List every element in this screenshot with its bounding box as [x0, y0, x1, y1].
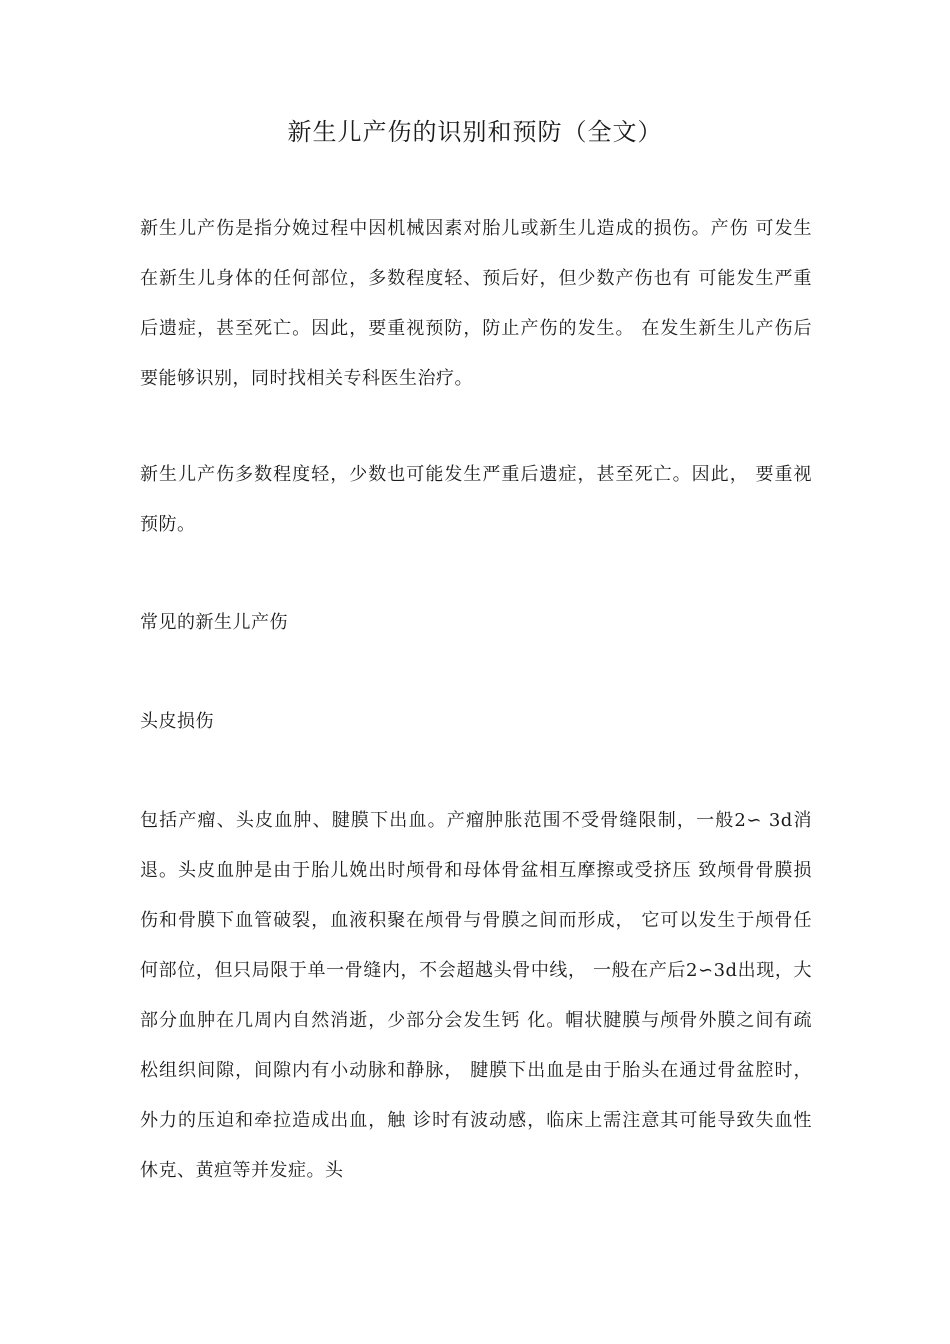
- section-heading: 常见的新生儿产伤: [140, 612, 288, 633]
- subsection-heading: 头皮损伤: [140, 711, 214, 732]
- summary-paragraph: 新生儿产伤多数程度轻，少数也可能发生严重后遗症，甚至死亡。因此， 要重视预防。: [140, 464, 812, 535]
- body-paragraph: 包括产瘤、头皮血肿、腱膜下出血。产瘤肿胀范围不受骨缝限制，一般2∽ 3d消退。头皮血肿是由于胎儿娩出时颅骨和母体骨盆相互摩擦或受挤压 致颅骨骨膜损伤和骨膜下血管破裂，血液积聚在颅骨与骨膜之间而形成， 它可以发生于颅骨任何部位，但只局限于单一骨缝内，不会超越头骨中线， 一般在产后2∽3d出现，大部分血肿在几周内自然消逝，少部分会发生钙 化。帽状腱膜与颅骨外膜之间有疏松组织间隙，间隙内有小动脉和静脉， 腱膜下出血是由于胎头在通过骨盆腔时，外力的压迫和牵拉造成出血，触 诊时有波动感，临床上需注意其可能导致失血性休克、黄疸等并发症。头: [140, 810, 812, 1181]
- intro-paragraph: 新生儿产伤是指分娩过程中因机械因素对胎儿或新生儿造成的损伤。产伤 可发生在新生儿身体的任何部位，多数程度轻、预后好，但少数产伤也有 可能发生严重后遗症，甚至死亡。因此，要重视预防，防止产伤的发生。 在发生新生儿产伤后要能够识别，同时找相关专科医生治疗。: [140, 218, 812, 389]
- page-title: 新生儿产伤的识别和预防（全文）: [287, 118, 663, 146]
